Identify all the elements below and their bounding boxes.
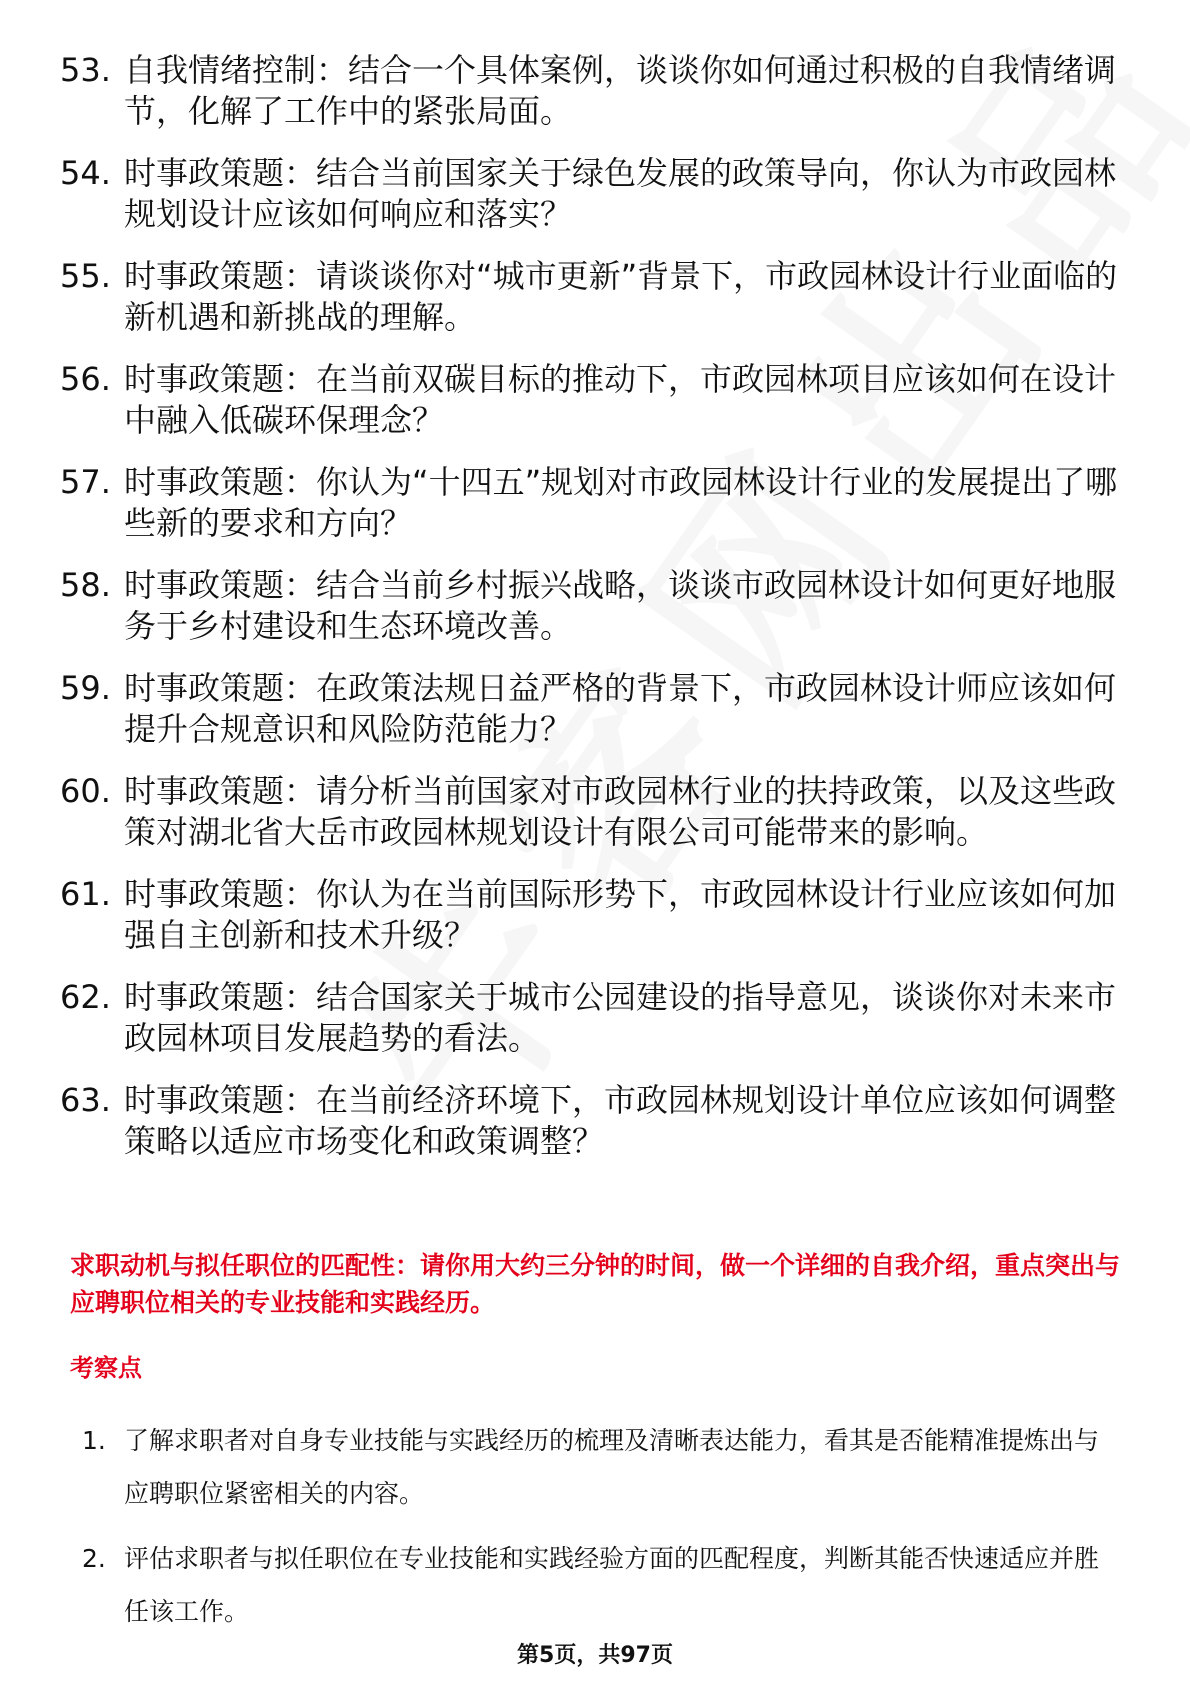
question-item xyxy=(60,256,1120,338)
question-item xyxy=(60,874,1120,956)
question-text: 时事政策题：请分析当前国家对市政园林行业的扶持政策，以及这些政策对湖北省大岳市政园林规划设计有限公司可能带来的影响。 xyxy=(124,772,1117,851)
question-number: 53. xyxy=(60,51,111,89)
point-number: 2. xyxy=(82,1544,106,1573)
page-number: 第5页，共97页 xyxy=(517,1643,673,1668)
question-item xyxy=(60,977,1120,1059)
point-number: 1. xyxy=(82,1426,106,1455)
question-item xyxy=(60,153,1120,235)
question-text: 时事政策题：结合当前国家关于绿色发展的政策导向，你认为市政园林规划设计应该如何响应和落实？ xyxy=(124,154,1117,233)
question-item xyxy=(60,668,1120,750)
question-text: 时事政策题：请谈谈你对“城市更新”背景下，市政园林设计行业面临的新机遇和新挑战的理解。 xyxy=(124,257,1118,336)
points-title: 考察点 xyxy=(70,1354,142,1382)
question-item xyxy=(60,359,1120,441)
assessment-points xyxy=(82,1414,1122,1650)
question-list xyxy=(60,50,1120,1183)
question-text: 时事政策题：你认为在当前国际形势下，市政园林设计行业应该如何加强自主创新和技术升级？ xyxy=(124,875,1117,954)
section-heading: 求职动机与拟任职位的匹配性：请你用大约三分钟的时间，做一个详细的自我介绍，重点突出与应聘职位相关的专业技能和实践经历。 xyxy=(70,1251,1121,1317)
question-number: 59. xyxy=(60,669,111,707)
question-item xyxy=(60,462,1120,544)
question-number: 58. xyxy=(60,566,111,604)
question-number: 62. xyxy=(60,978,111,1016)
question-text: 时事政策题：在当前经济环境下，市政园林规划设计单位应该如何调整策略以适应市场变化和政策调整？ xyxy=(124,1081,1117,1160)
question-number: 60. xyxy=(60,772,111,810)
question-text: 时事政策题：结合当前乡村振兴战略，谈谈市政园林设计如何更好地服务于乡村建设和生态环境改善。 xyxy=(124,566,1117,645)
question-number: 56. xyxy=(60,360,111,398)
question-text: 时事政策题：结合国家关于城市公园建设的指导意见，谈谈你对未来市政园林项目发展趋势的看法。 xyxy=(124,978,1117,1057)
point-item xyxy=(82,1414,1122,1520)
question-item xyxy=(60,50,1120,132)
question-text: 自我情绪控制：结合一个具体案例，谈谈你如何通过积极的自我情绪调节，化解了工作中的紧张局面。 xyxy=(124,51,1117,130)
question-text: 时事政策题：在政策法规日益严格的背景下，市政园林设计师应该如何提升合规意识和风险防范能力？ xyxy=(124,669,1117,748)
question-item xyxy=(60,565,1120,647)
question-text: 时事政策题：在当前双碳目标的推动下，市政园林项目应该如何在设计中融入低碳环保理念？ xyxy=(124,360,1117,439)
question-number: 55. xyxy=(60,257,111,295)
question-number: 61. xyxy=(60,875,111,913)
question-number: 54. xyxy=(60,154,111,192)
question-number: 57. xyxy=(60,463,111,501)
question-text: 时事政策题：你认为“十四五”规划对市政园林设计行业的发展提出了哪些新的要求和方向？ xyxy=(124,463,1118,542)
point-text: 了解求职者对自身专业技能与实践经历的梳理及清晰表达能力，看其是否能精准提炼出与应聘职位紧密相关的内容。 xyxy=(124,1426,1100,1508)
question-number: 63. xyxy=(60,1081,111,1119)
question-item xyxy=(60,771,1120,853)
point-item xyxy=(82,1532,1122,1638)
point-text: 评估求职者与拟任职位在专业技能和实践经验方面的匹配程度，判断其能否快速适应并胜任该工作。 xyxy=(124,1544,1100,1626)
question-item xyxy=(60,1080,1120,1162)
